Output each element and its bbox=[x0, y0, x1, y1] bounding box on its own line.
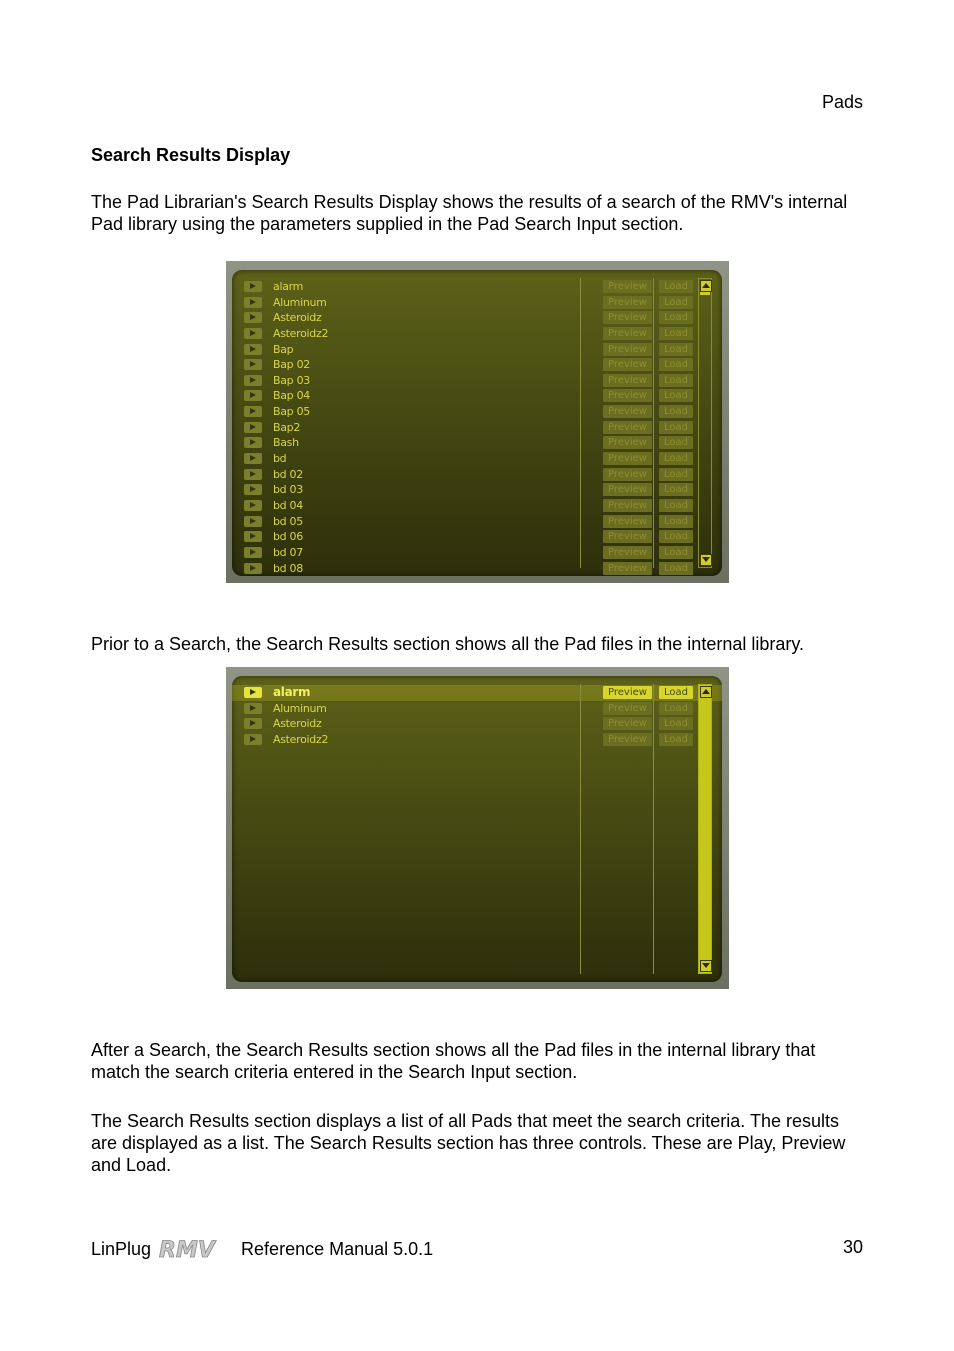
result-row[interactable] bbox=[232, 732, 722, 748]
pad-name: Asteroidz bbox=[273, 717, 322, 731]
play-icon[interactable] bbox=[244, 297, 262, 308]
play-icon[interactable] bbox=[244, 406, 262, 417]
load-button[interactable]: Load bbox=[659, 452, 693, 465]
preview-button[interactable]: Preview bbox=[603, 686, 652, 699]
preview-button[interactable]: Preview bbox=[603, 530, 652, 543]
result-row[interactable] bbox=[232, 514, 722, 530]
result-row[interactable] bbox=[232, 498, 722, 514]
play-icon[interactable] bbox=[244, 516, 262, 527]
pad-name: Bap bbox=[273, 342, 294, 356]
load-button[interactable]: Load bbox=[659, 296, 693, 309]
results-list bbox=[232, 685, 722, 972]
preview-button[interactable]: Preview bbox=[603, 389, 652, 402]
column-divider bbox=[653, 278, 654, 568]
preview-button[interactable]: Preview bbox=[603, 702, 652, 715]
pad-name: bd 02 bbox=[273, 467, 303, 481]
footer-brand: LinPlug bbox=[91, 1238, 152, 1259]
load-button[interactable]: Load bbox=[659, 311, 693, 324]
pad-name: Aluminum bbox=[273, 295, 327, 309]
preview-button[interactable]: Preview bbox=[603, 405, 652, 418]
scroll-up-icon[interactable] bbox=[700, 686, 712, 698]
results-panel bbox=[232, 270, 722, 576]
pad-name: bd 06 bbox=[273, 530, 303, 544]
load-button[interactable]: Load bbox=[659, 717, 693, 730]
results-panel bbox=[232, 676, 722, 982]
result-row[interactable] bbox=[232, 310, 722, 326]
scroll-up-icon[interactable] bbox=[700, 280, 712, 292]
play-icon[interactable] bbox=[244, 328, 262, 339]
load-button[interactable]: Load bbox=[659, 530, 693, 543]
load-button[interactable]: Load bbox=[659, 499, 693, 512]
preview-button[interactable]: Preview bbox=[603, 717, 652, 730]
pad-name: Bap 05 bbox=[273, 405, 310, 419]
preview-button[interactable]: Preview bbox=[603, 499, 652, 512]
prior-paragraph: Prior to a Search, the Search Results section shows all the Pad files in the internal library. bbox=[91, 634, 805, 654]
pad-name: bd 03 bbox=[273, 483, 303, 497]
section-heading: Search Results Display bbox=[91, 145, 291, 165]
pad-name: alarm bbox=[273, 280, 304, 293]
footer-title bbox=[91, 1237, 433, 1261]
result-row[interactable] bbox=[232, 451, 722, 467]
preview-button[interactable]: Preview bbox=[603, 421, 652, 434]
result-row[interactable] bbox=[232, 357, 722, 373]
load-button[interactable]: Load bbox=[659, 546, 693, 559]
preview-button[interactable]: Preview bbox=[603, 436, 652, 449]
result-row[interactable] bbox=[232, 373, 722, 389]
after-paragraph: After a Search, the Search Results section shows all the Pad files in the internal library that match the search criteria entered in the Search Input section. bbox=[91, 1040, 816, 1082]
load-button[interactable]: Load bbox=[659, 733, 693, 746]
pad-name: Bap 04 bbox=[273, 389, 310, 403]
load-button[interactable]: Load bbox=[659, 562, 693, 575]
load-button[interactable]: Load bbox=[659, 358, 693, 371]
load-button[interactable]: Load bbox=[659, 483, 693, 496]
play-icon[interactable] bbox=[244, 312, 262, 323]
search-results-screenshot-filtered bbox=[226, 667, 729, 989]
load-button[interactable]: Load bbox=[659, 702, 693, 715]
pad-name: Bap 03 bbox=[273, 373, 310, 387]
result-row[interactable] bbox=[232, 342, 722, 358]
load-button[interactable]: Load bbox=[659, 468, 693, 481]
play-icon[interactable] bbox=[244, 390, 262, 401]
result-row[interactable] bbox=[232, 435, 722, 451]
column-divider bbox=[653, 684, 654, 974]
result-row[interactable] bbox=[232, 388, 722, 404]
preview-button[interactable]: Preview bbox=[603, 311, 652, 324]
result-row[interactable] bbox=[232, 529, 722, 545]
play-icon[interactable] bbox=[244, 375, 262, 386]
play-icon[interactable] bbox=[244, 547, 262, 558]
result-row[interactable] bbox=[232, 561, 722, 577]
pad-name: bd 04 bbox=[273, 498, 303, 512]
play-icon[interactable] bbox=[244, 437, 262, 448]
preview-button[interactable]: Preview bbox=[603, 296, 652, 309]
pad-name: bd bbox=[273, 452, 287, 466]
preview-button[interactable]: Preview bbox=[603, 280, 652, 293]
load-button[interactable]: Load bbox=[659, 436, 693, 449]
play-icon[interactable] bbox=[244, 500, 262, 511]
result-row[interactable] bbox=[232, 326, 722, 342]
scroll-thumb[interactable] bbox=[700, 292, 710, 295]
logo-text: RMV bbox=[159, 1238, 215, 1263]
preview-button[interactable]: Preview bbox=[603, 452, 652, 465]
play-icon[interactable] bbox=[244, 453, 262, 464]
result-row[interactable] bbox=[232, 482, 722, 498]
pad-name: Asteroidz2 bbox=[273, 732, 329, 746]
play-icon[interactable] bbox=[244, 359, 262, 370]
pad-name: Bash bbox=[273, 436, 299, 450]
column-divider bbox=[580, 278, 581, 568]
rmv-logo bbox=[157, 1237, 235, 1261]
scroll-down-icon[interactable] bbox=[700, 960, 712, 972]
pad-name: Bap 02 bbox=[273, 358, 310, 372]
preview-button[interactable]: Preview bbox=[603, 374, 652, 387]
pad-name: Bap2 bbox=[273, 420, 301, 434]
search-results-screenshot-full bbox=[226, 261, 729, 583]
load-button[interactable]: Load bbox=[659, 327, 693, 340]
scroll-down-icon[interactable] bbox=[700, 554, 712, 566]
load-button[interactable]: Load bbox=[659, 280, 693, 293]
result-row[interactable] bbox=[232, 404, 722, 420]
play-icon[interactable] bbox=[244, 422, 262, 433]
results-list bbox=[232, 279, 722, 575]
result-row[interactable] bbox=[232, 685, 722, 701]
play-icon[interactable] bbox=[244, 484, 262, 495]
preview-button[interactable]: Preview bbox=[603, 468, 652, 481]
preview-button[interactable]: Preview bbox=[603, 733, 652, 746]
play-icon[interactable] bbox=[244, 703, 262, 714]
preview-button[interactable]: Preview bbox=[603, 546, 652, 559]
load-button[interactable]: Load bbox=[659, 343, 693, 356]
column-divider bbox=[580, 684, 581, 974]
load-button[interactable]: Load bbox=[659, 405, 693, 418]
result-row[interactable] bbox=[232, 545, 722, 561]
play-icon[interactable] bbox=[244, 469, 262, 480]
preview-button[interactable]: Preview bbox=[603, 562, 652, 575]
footer-manual: Reference Manual 5.0.1 bbox=[241, 1238, 434, 1259]
result-row[interactable] bbox=[232, 295, 722, 311]
play-icon[interactable] bbox=[244, 687, 262, 698]
result-row[interactable] bbox=[232, 420, 722, 436]
preview-button[interactable]: Preview bbox=[603, 515, 652, 528]
running-header: Pads bbox=[821, 92, 863, 112]
play-icon[interactable] bbox=[244, 563, 262, 574]
page-number: 30 bbox=[842, 1237, 863, 1257]
pad-name: Asteroidz2 bbox=[273, 326, 329, 340]
pad-name: bd 05 bbox=[273, 514, 303, 528]
preview-button[interactable]: Preview bbox=[603, 358, 652, 371]
pad-name: alarm bbox=[273, 685, 311, 699]
pad-name: Asteroidz bbox=[273, 311, 322, 325]
result-row[interactable] bbox=[232, 701, 722, 717]
intro-paragraph: The Pad Librarian's Search Results Display shows the results of a search of the RMV's internal Pad library using the parameters supplied in the Pad Search Input section. bbox=[91, 192, 848, 234]
result-row[interactable] bbox=[232, 716, 722, 732]
play-icon[interactable] bbox=[244, 281, 262, 292]
controls-paragraph: The Search Results section displays a list of all Pads that meet the search criteria. The results are displayed as a list. The Search Results section has three controls. These are Play, Preview and Load. bbox=[91, 1111, 846, 1175]
pad-name: bd 07 bbox=[273, 545, 303, 559]
load-button[interactable]: Load bbox=[659, 421, 693, 434]
load-button[interactable]: Load bbox=[659, 389, 693, 402]
preview-button[interactable]: Preview bbox=[603, 343, 652, 356]
load-button[interactable]: Load bbox=[659, 515, 693, 528]
scrollbar[interactable] bbox=[698, 278, 712, 568]
preview-button[interactable]: Preview bbox=[603, 483, 652, 496]
play-icon[interactable] bbox=[244, 531, 262, 542]
load-button[interactable]: Load bbox=[659, 374, 693, 387]
pad-name: bd 08 bbox=[273, 561, 303, 575]
load-button[interactable]: Load bbox=[659, 686, 693, 699]
scrollbar[interactable] bbox=[698, 684, 712, 974]
play-icon[interactable] bbox=[244, 344, 262, 355]
result-row[interactable] bbox=[232, 467, 722, 483]
pad-name: Aluminum bbox=[273, 701, 327, 715]
preview-button[interactable]: Preview bbox=[603, 327, 652, 340]
result-row[interactable] bbox=[232, 279, 722, 295]
play-icon[interactable] bbox=[244, 734, 262, 745]
play-icon[interactable] bbox=[244, 718, 262, 729]
